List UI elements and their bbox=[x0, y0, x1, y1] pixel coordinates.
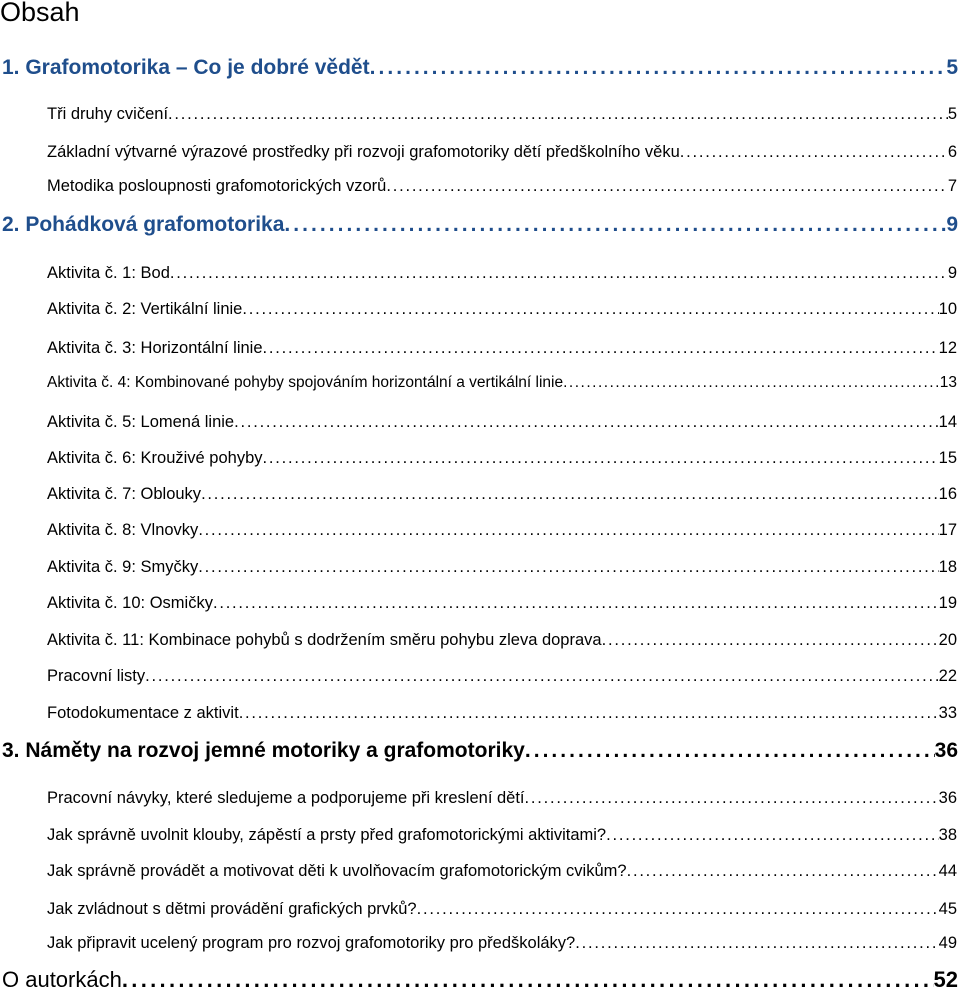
toc-item-uvolnit-klouby[interactable] bbox=[0, 821, 960, 849]
toc-page-number: 15 bbox=[938, 449, 957, 467]
toc-dot-leader bbox=[170, 259, 948, 287]
toc-entry-label: Jak připravit ucelený program pro rozvoj grafomotoriky pro předškoláky? bbox=[47, 934, 576, 952]
toc-chapter-3[interactable] bbox=[0, 737, 960, 765]
toc-dot-leader bbox=[198, 553, 938, 581]
toc-dot-leader bbox=[263, 444, 939, 472]
toc-item-zakladni-vytvarne-prostredky[interactable] bbox=[0, 138, 960, 166]
toc-page-number: 22 bbox=[938, 667, 957, 685]
toc-entry-label: Aktivita č. 3: Horizontální linie bbox=[47, 339, 263, 357]
toc-page-number: 14 bbox=[938, 413, 957, 431]
toc-dot-leader bbox=[145, 662, 939, 690]
toc-page-number: 36 bbox=[938, 789, 957, 807]
toc-entry-label: 3. Náměty na rozvoj jemné motoriky a grafomotoriky bbox=[2, 739, 525, 762]
toc-entry-label: Aktivita č. 6: Krouživé pohyby bbox=[47, 449, 263, 467]
toc-dot-leader bbox=[263, 334, 939, 362]
toc-chapter-2[interactable] bbox=[0, 211, 960, 239]
toc-item-uceleny-program[interactable] bbox=[0, 929, 960, 957]
toc-dot-leader bbox=[284, 211, 946, 239]
toc-page-number: 45 bbox=[938, 900, 957, 918]
toc-item-aktivita-5[interactable] bbox=[0, 408, 960, 436]
toc-page-number: 19 bbox=[938, 594, 957, 612]
toc-dot-leader bbox=[606, 821, 939, 849]
toc-dot-leader bbox=[168, 100, 948, 128]
toc-entry-label: Metodika posloupnosti grafomotorických vzorů bbox=[47, 177, 387, 195]
toc-item-pracovni-navyky[interactable] bbox=[0, 784, 960, 812]
toc-entry-label: Tři druhy cvičení bbox=[47, 105, 169, 123]
toc-entry-label: Aktivita č. 7: Oblouky bbox=[47, 485, 202, 503]
toc-page-number: 17 bbox=[938, 521, 957, 539]
toc-page-number: 18 bbox=[938, 558, 957, 576]
toc-page-number: 12 bbox=[938, 339, 957, 357]
toc-dot-leader bbox=[563, 369, 940, 397]
toc-item-graficke-prvky[interactable] bbox=[0, 895, 960, 923]
toc-item-aktivita-10[interactable] bbox=[0, 589, 960, 617]
toc-o-autorkach[interactable] bbox=[0, 966, 960, 994]
toc-entry-label: Jak zvládnout s dětmi provádění grafických prvků? bbox=[47, 900, 417, 918]
toc-entry-label: Aktivita č. 5: Lomená linie bbox=[47, 413, 235, 431]
toc-dot-leader bbox=[370, 54, 947, 82]
toc-page-number: 13 bbox=[939, 374, 957, 391]
toc-dot-leader bbox=[234, 408, 939, 436]
toc-page-number: 6 bbox=[947, 143, 957, 161]
toc-entry-label: Jak správně uvolnit klouby, zápěstí a prsty před grafomotorickými aktivitami? bbox=[47, 826, 607, 844]
toc-item-pracovni-listy[interactable] bbox=[0, 662, 960, 690]
toc-entry-label: Aktivita č. 1: Bod bbox=[47, 264, 170, 282]
toc-item-aktivita-4[interactable] bbox=[0, 369, 960, 397]
toc-dot-leader bbox=[198, 516, 938, 544]
toc-item-motivovat-deti[interactable] bbox=[0, 857, 960, 885]
toc-entry-label: Aktivita č. 2: Vertikální linie bbox=[47, 300, 243, 318]
toc-dot-leader bbox=[213, 589, 939, 617]
toc-entry-label: Pracovní listy bbox=[47, 667, 146, 685]
toc-dot-leader bbox=[239, 699, 939, 727]
toc-page-number: 36 bbox=[934, 739, 958, 762]
toc-item-aktivita-7[interactable] bbox=[0, 480, 960, 508]
toc-page-number: 38 bbox=[938, 826, 957, 844]
toc-item-aktivita-6[interactable] bbox=[0, 444, 960, 472]
toc-dot-leader bbox=[122, 966, 934, 994]
toc-page-number: 20 bbox=[938, 631, 957, 649]
toc-item-aktivita-8[interactable] bbox=[0, 516, 960, 544]
toc-dot-leader bbox=[575, 929, 938, 957]
toc-dot-leader bbox=[602, 626, 939, 654]
toc-item-aktivita-11[interactable] bbox=[0, 626, 960, 654]
toc-dot-leader bbox=[525, 784, 939, 812]
toc-chapter-1[interactable] bbox=[0, 54, 960, 82]
toc-page-number: 16 bbox=[938, 485, 957, 503]
toc-entry-label: Aktivita č. 9: Smyčky bbox=[47, 558, 199, 576]
toc-entry-label: O autorkách bbox=[2, 967, 122, 992]
toc-entry-label: Základní výtvarné výrazové prostředky při rozvoji grafomotoriky dětí předškolního věku bbox=[47, 143, 680, 161]
toc-dot-leader bbox=[386, 172, 947, 200]
toc-item-aktivita-1[interactable] bbox=[0, 259, 960, 287]
toc-page-number: 44 bbox=[938, 862, 957, 880]
toc-entry-label: Fotodokumentace z aktivit bbox=[47, 704, 239, 722]
toc-entry-label: Pracovní návyky, které sledujeme a podporujeme při kreslení dětí bbox=[47, 789, 525, 807]
toc-entry-label: Aktivita č. 4: Kombinované pohyby spojováním horizontální a vertikální linie bbox=[47, 374, 564, 391]
toc-page-number: 9 bbox=[947, 264, 957, 282]
toc-dot-leader bbox=[680, 138, 948, 166]
toc-page-number: 52 bbox=[933, 967, 958, 992]
toc-page-number: 5 bbox=[947, 105, 957, 123]
toc-item-metodika-posloupnosti[interactable] bbox=[0, 172, 960, 200]
toc-dot-leader bbox=[525, 737, 935, 765]
toc-entry-label: Aktivita č. 11: Kombinace pohybů s dodržením směru pohybu zleva doprava bbox=[47, 631, 602, 649]
toc-dot-leader bbox=[201, 480, 939, 508]
toc-dot-leader bbox=[417, 895, 939, 923]
toc-entry-label: 2. Pohádková grafomotorika bbox=[2, 213, 285, 236]
toc-dot-leader bbox=[242, 295, 938, 323]
toc-item-tri-druhy-cviceni[interactable] bbox=[0, 100, 960, 128]
toc-item-aktivita-3[interactable] bbox=[0, 334, 960, 362]
toc-item-fotodokumentace[interactable] bbox=[0, 699, 960, 727]
toc-page-number: 7 bbox=[947, 177, 957, 195]
toc-title: Obsah bbox=[0, 0, 80, 27]
toc-entry-label: Aktivita č. 8: Vlnovky bbox=[47, 521, 199, 539]
toc-entry-label: Jak správně provádět a motivovat děti k uvolňovacím grafomotorickým cvikům? bbox=[47, 862, 627, 880]
toc-page-number: 10 bbox=[938, 300, 957, 318]
toc-entry-label: Aktivita č. 10: Osmičky bbox=[47, 594, 213, 612]
toc-page-number: 9 bbox=[946, 213, 958, 236]
toc-dot-leader bbox=[627, 857, 939, 885]
toc-page-number: 33 bbox=[938, 704, 957, 722]
toc-entry-label: 1. Grafomotorika – Co je dobré vědět bbox=[2, 56, 370, 79]
toc-page-number: 5 bbox=[946, 56, 958, 79]
toc-item-aktivita-2[interactable] bbox=[0, 295, 960, 323]
toc-page-number: 49 bbox=[938, 934, 957, 952]
toc-item-aktivita-9[interactable] bbox=[0, 553, 960, 581]
